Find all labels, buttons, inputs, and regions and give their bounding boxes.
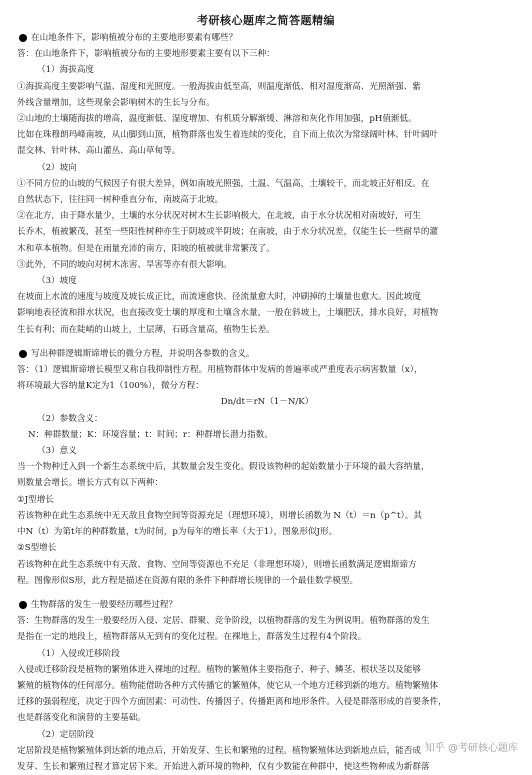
question-line — [17, 30, 517, 46]
text-line — [17, 362, 517, 378]
question-bullet-icon — [19, 601, 27, 609]
line-text: 在山地条件下，影响植被分布的主要地形要素有哪些？ — [31, 33, 238, 43]
text-line — [17, 143, 517, 159]
page-title: 考研核心题库之简答题精编 — [197, 14, 335, 27]
text-line — [17, 224, 517, 240]
line-text: （2）参数含义： — [37, 413, 103, 424]
text-line — [17, 427, 517, 443]
text-line — [17, 710, 517, 726]
line-text: （3）意义 — [37, 446, 77, 457]
question-line — [17, 346, 517, 362]
line-text: ①不同方位的山坡的气候因子有很大差异，例如南坡光照强，土温、气温高，土壤较干，而北坡正好相反。在 — [17, 178, 430, 189]
watermark: 知乎 @考研核心题库 — [425, 739, 518, 754]
text-line — [17, 79, 517, 95]
line-text: 生长有利；而在陡峭的山坡上，土层薄，石砾含量高，植物生长差。 — [17, 324, 275, 335]
line-text: 迁移的强弱程度，决定于四个方面因素：可动性、传播因子、传播距离和地形条件。入侵是群落形成的首要条件， — [17, 697, 447, 708]
text-line — [17, 95, 517, 111]
line-text: 外线含量增加，这些现象会影响树木的生长与分布。 — [17, 97, 215, 108]
document-body — [17, 30, 517, 775]
text-line — [17, 411, 517, 427]
text-line — [17, 257, 517, 273]
spacer — [17, 338, 517, 346]
line-text: 程。图像形似S形，此方程是描述在资源有限的条件下种群增长规律的一个最佳数学模型。 — [17, 575, 359, 586]
question-line — [17, 597, 517, 613]
line-text: 中N（t）为第t年的种群数量，t为时间，p为每年的增长率（大于1），图象形似J形。 — [17, 527, 338, 538]
line-text: 自然状态下，往往同一树种垂直分布，南坡高于北坡。 — [17, 195, 224, 206]
text-line — [17, 322, 517, 338]
line-text: 在坡面上水流的速度与坡度及坡长成正比，而流速愈快、径流量愈大时，冲刷掉的土壤量也愈大。因此坡度 — [17, 292, 421, 303]
text-line — [17, 613, 517, 629]
line-text: 长乔木，植被繁茂，甚至一些阳性树种亦生于阴坡或半阴坡；在南坡，由于水分状况差，仅能生长一些耐旱的灌 — [17, 227, 439, 238]
line-text: 将环境最大容纳量K定为1（100%），微分方程： — [17, 381, 204, 392]
line-text: 繁殖的植物体的任何部分。植物能借助各种方式传播它的繁殖体，使它从一个地方迁移到新的地方。植物繁殖体 — [17, 680, 439, 691]
line-text: （2）坡向 — [37, 162, 77, 173]
text-line — [17, 492, 517, 508]
text-line — [17, 127, 517, 143]
line-text: 若该物种在此生态系统中无天敌且食物空间等资源充足（理想环境），则增长函数为 N（t）＝n（p^t）。其 — [17, 510, 422, 521]
text-line — [17, 241, 517, 257]
line-text: ③此外，不同的坡向对树木冻害、旱害等亦有很大影响。 — [17, 259, 232, 270]
line-text: （3）坡度 — [37, 276, 77, 287]
line-text: ②山地的土壤随海拔的增高，温度渐低、湿度增加、有机质分解渐缓、淋溶和灰化作用加强，pH值渐低。 — [17, 114, 417, 125]
text-line — [17, 557, 517, 573]
text-line — [17, 475, 517, 491]
text-line — [17, 192, 517, 208]
line-text: 也是群落变化和演替的主要基础。 — [17, 713, 146, 724]
text-line — [17, 289, 517, 305]
line-text: 入侵或迁移阶段是植物的繁殖体进入裸地的过程。植物的繁殖体主要指孢子、种子、鳞茎、根状茎以及能够 — [17, 664, 421, 675]
text-line — [17, 629, 517, 645]
line-text: 定居阶段是植物繁殖体到达新的地点后，开始发芽、生长和繁殖的过程。植物繁殖体达到新地点后，能否成 — [17, 745, 421, 756]
text-line — [17, 662, 517, 678]
text-line — [17, 160, 517, 176]
line-text: 答：在山地条件下，影响植被分布的主要地形要素主要有以下三种： — [17, 49, 275, 60]
spacer — [17, 589, 517, 597]
line-text: 影响地表径流和排水状况，也直接改变土壤的厚度和土壤含水量，一般在斜坡上，土壤肥沃，排水良好，对植物 — [17, 308, 439, 319]
text-line — [17, 678, 517, 694]
text-line — [17, 524, 517, 540]
line-text: ②S型增长 — [17, 543, 57, 554]
text-line — [17, 176, 517, 192]
text-line — [17, 540, 517, 556]
text-line — [17, 443, 517, 459]
text-line — [17, 46, 517, 62]
text-line — [17, 646, 517, 662]
text-line — [17, 305, 517, 321]
text-line — [17, 759, 517, 775]
text-line — [17, 394, 517, 410]
text-line — [17, 378, 517, 394]
line-text: 答：生物群落的发生一般要经历入侵、定居、群聚、竞争阶段，以植物群落的发生为例说明。植物群落的发生 — [17, 616, 430, 627]
text-line — [17, 111, 517, 127]
text-line — [17, 273, 517, 289]
text-line — [17, 208, 517, 224]
line-text: （1）海拔高度 — [37, 65, 95, 76]
line-text: 生物群落的发生一般要经历哪些过程？ — [31, 599, 178, 610]
line-text: 若该物种在此生态系统中有天敌、食物、空间等资源也不充足（非理想环境），则增长函数满足逻辑斯谛方 — [17, 559, 417, 570]
line-text: 当一个物种迁入到一个新生态系统中后，其数量会发生变化。假设该物种的起始数量小于环境的最大容纳量， — [17, 462, 430, 473]
question-bullet-icon — [19, 350, 27, 358]
line-text: （1）入侵或迁移阶段 — [37, 648, 120, 659]
line-text: 则数量会增长。增长方式有以下两种： — [17, 478, 164, 489]
text-line — [17, 694, 517, 710]
question-bullet-icon — [19, 34, 27, 42]
text-line — [17, 508, 517, 524]
line-text: 发芽、生长和繁殖过程才算定居下来。开始进入新环境的物种，仅有少数能在种群中，使这些物种成为新群落 — [17, 761, 430, 772]
line-text: Dn/dt＝rN（1－N/K） — [220, 397, 314, 408]
line-text: （2）定居阶段 — [37, 729, 95, 740]
text-line — [17, 573, 517, 589]
line-text: ①J型增长 — [17, 494, 54, 505]
line-text: 混交林、针叶林、高山灌丛、高山草甸等。 — [17, 146, 181, 157]
text-line — [17, 62, 517, 78]
line-text: ①海拔高度主要影响气温、湿度和光照度。一般海拔由低至高，则温度渐低、相对湿度渐高、光照渐强、紫 — [17, 81, 421, 92]
line-text: 是指在一定的地段上，植物群落从无到有的变化过程。在裸地上，群落发生过程有4个阶段。 — [17, 632, 367, 643]
text-line — [17, 459, 517, 475]
line-text: ②在北方，由于降水量少，土壤的水分状况对树木生长影响极大，在北坡，由于水分状况相对南坡好，可生 — [17, 211, 421, 222]
line-text: 写出种群逻辑斯谛增长的微分方程，并说明各参数的含义。 — [31, 348, 255, 359]
line-text: 比如在珠穆朗玛峰南坡，从山脚到山顶，植物群落也发生着连续的变化，自下而上依次为常绿阔叶林、针叶阔叶 — [17, 130, 439, 141]
line-text: 答：（1）逻辑斯谛增长模型又称自我抑制性方程。用植物群体中发病的普遍率或严重度表示病害数量（x）， — [17, 365, 423, 376]
line-text: N：种群数量；K：环境容量；t：时间；r：种群增长潜力指数。 — [28, 429, 273, 440]
line-text: 木和草本植物。但是在雨量充沛的南方，阳坡的植被就非常繁茂了。 — [17, 243, 275, 254]
